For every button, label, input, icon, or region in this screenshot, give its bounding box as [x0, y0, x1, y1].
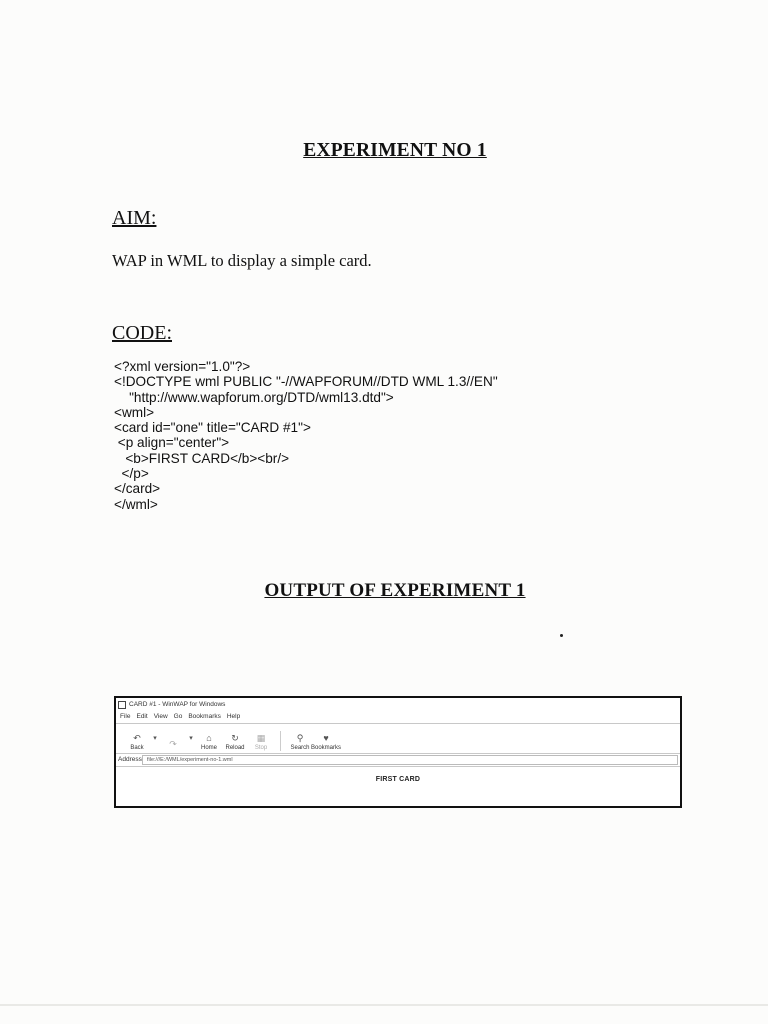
reload-button[interactable]	[222, 727, 248, 751]
aim-heading: AIM:	[112, 207, 157, 229]
emulator-screenshot	[114, 696, 682, 808]
reload-label: Reload	[225, 745, 245, 751]
code-block	[114, 359, 498, 512]
search-icon: ⚲	[296, 733, 304, 743]
menu-edit[interactable]: Edit	[136, 713, 148, 720]
search-button[interactable]	[287, 727, 313, 751]
scan-speck	[560, 634, 563, 637]
address-input[interactable]: file:///E:/WML/experiment-no-1.wml	[142, 755, 678, 765]
page-edge-shadow	[0, 1004, 768, 1006]
code-line: </wml>	[114, 496, 158, 512]
forward-button[interactable]	[160, 727, 186, 751]
home-button[interactable]	[196, 727, 222, 751]
stop-icon: ▦	[256, 733, 266, 743]
menu-bookmarks[interactable]: Bookmarks	[188, 713, 221, 720]
back-dropdown-icon[interactable]: ▾	[153, 735, 157, 742]
code-line: </p>	[114, 466, 149, 482]
stop-button[interactable]	[248, 727, 274, 751]
back-arrow-icon: ↶	[133, 733, 141, 743]
code-line: </card>	[114, 481, 161, 497]
code-line: <?xml version="1.0"?>	[114, 359, 251, 374]
code-line: <!DOCTYPE wml PUBLIC "-//WAPFORUM//DTD WML 1.3//EN"	[114, 374, 498, 390]
back-label: Back	[130, 745, 144, 751]
emulator-window-title: CARD #1 - WinWAP for Windows	[129, 701, 226, 708]
home-icon: ⌂	[206, 733, 212, 743]
forward-arrow-icon: ↷	[169, 739, 177, 749]
address-bar	[118, 755, 678, 764]
code-line: <wml>	[114, 404, 155, 420]
stop-label: Stop	[254, 745, 268, 751]
emulator-menubar	[120, 713, 240, 720]
menubar-divider	[116, 723, 680, 724]
output-title: OUTPUT OF EXPERIMENT 1	[264, 580, 526, 601]
bookmarks-button[interactable]	[311, 727, 342, 751]
menu-file[interactable]: File	[120, 713, 131, 720]
bookmarks-icon: ♥	[323, 733, 329, 743]
code-line: <b>FIRST CARD</b><br/>	[114, 450, 290, 466]
reload-icon: ↻	[231, 733, 239, 743]
code-line: <card id="one" title="CARD #1">	[114, 420, 311, 436]
home-label: Home	[200, 745, 217, 751]
code-line: "http://www.wapforum.org/DTD/wml13.dtd">	[114, 389, 394, 405]
forward-dropdown-icon[interactable]: ▾	[189, 735, 193, 742]
search-label: Search	[290, 745, 310, 751]
back-button[interactable]	[124, 727, 150, 751]
emulator-titlebar	[118, 700, 225, 709]
code-heading: CODE:	[112, 322, 172, 344]
card-output-text: FIRST CARD	[375, 776, 421, 783]
menu-view[interactable]: View	[153, 713, 168, 720]
address-label: Address	[118, 756, 142, 763]
menu-go[interactable]: Go	[173, 713, 183, 720]
experiment-title: EXPERIMENT NO 1	[303, 140, 487, 161]
bookmarks-label: Bookmarks	[311, 745, 342, 751]
app-icon	[118, 701, 126, 709]
toolbar-divider	[280, 731, 281, 751]
menu-help[interactable]: Help	[226, 713, 241, 720]
emulator-toolbar	[124, 725, 342, 751]
aim-text: WAP in WML to display a simple card.	[112, 251, 372, 270]
address-bottom-divider	[116, 766, 680, 767]
code-line: <p align="center">	[114, 435, 230, 451]
